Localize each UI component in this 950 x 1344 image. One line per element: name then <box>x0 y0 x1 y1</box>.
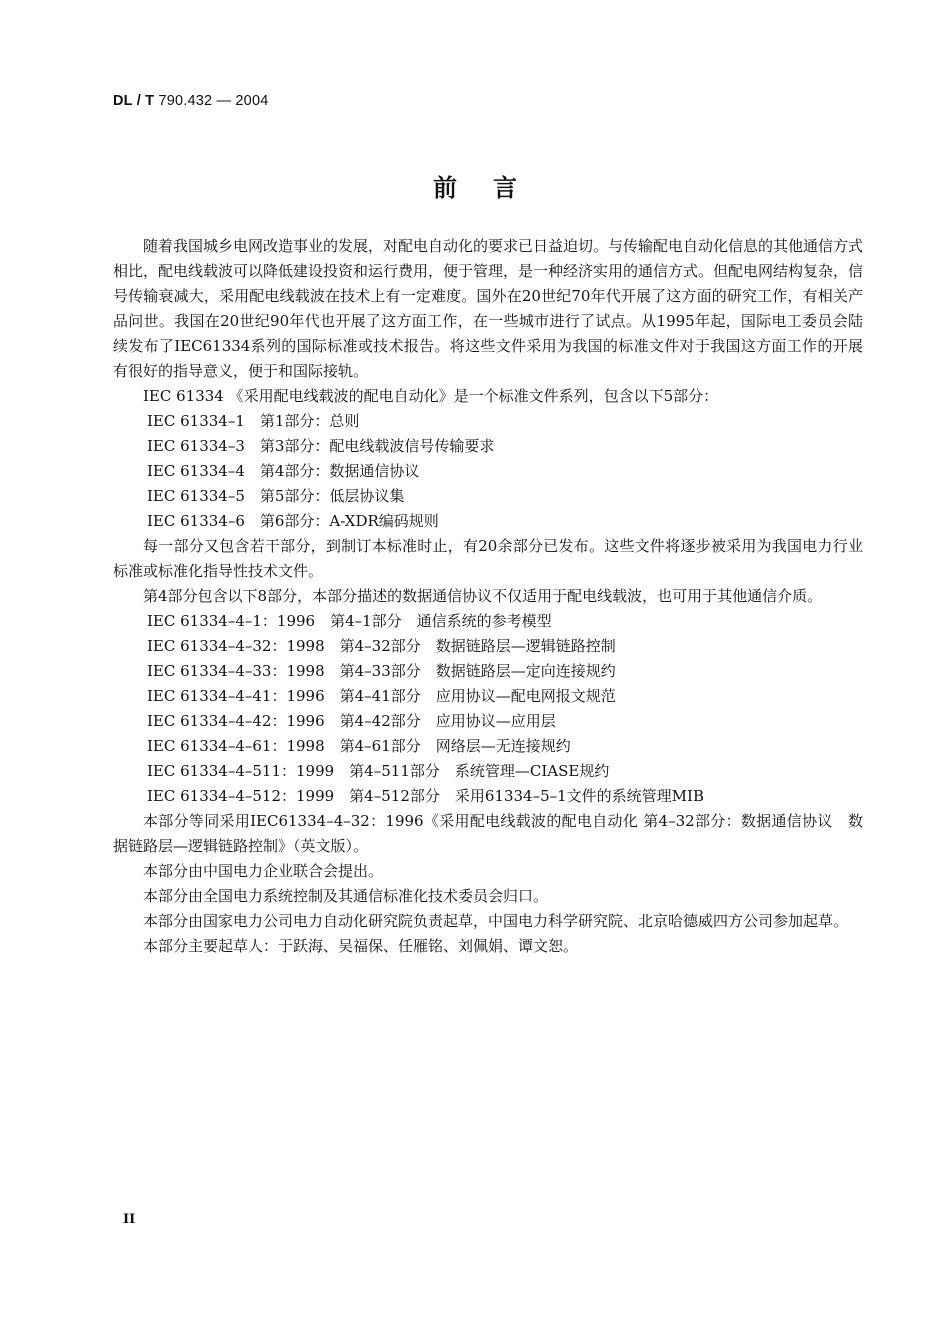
document-body <box>113 234 863 959</box>
series-part-item: IEC 61334–5 第5部分：低层协议集 <box>147 487 405 505</box>
series-part-item: IEC 61334–3 第3部分：配电线载波信号传输要求 <box>147 437 495 455</box>
adoption-paragraph: 本部分等同采用IEC61334–4–32：1996《采用配电线载波的配电自动化 第4–32部分：数据通信协议 数据链路层—逻辑链路控制》（英文版）。 <box>113 812 863 855</box>
drafting-org-paragraph: 本部分由国家电力公司电力自动化研究院负责起草，中国电力科学研究院、北京哈德威四方公司参加起草。 <box>143 912 849 930</box>
standard-code <box>113 93 268 109</box>
page-title: 前言 <box>433 174 553 202</box>
part4-item: IEC 61334–4–1：1996 第4–1部分 通信系统的参考模型 <box>147 612 552 630</box>
page-number: II <box>123 1212 136 1227</box>
part4-item: IEC 61334–4–41：1996 第4–41部分 应用协议—配电网报文规范 <box>147 687 616 705</box>
committee-paragraph: 本部分由全国电力系统控制及其通信标准化技术委员会归口。 <box>143 887 549 905</box>
part4-item: IEC 61334–4–33：1998 第4–33部分 数据链路层—定向连接规约 <box>147 662 616 680</box>
part4-item: IEC 61334–4–32：1998 第4–32部分 数据链路层—逻辑链路控制 <box>147 637 616 655</box>
standard-code-number: 790.432 — 2004 <box>154 93 269 109</box>
part4-item: IEC 61334–4–61：1998 第4–61部分 网络层—无连接规约 <box>147 737 571 755</box>
part4-item: IEC 61334–4–42：1996 第4–42部分 应用协议—应用层 <box>147 712 556 730</box>
series-part-item: IEC 61334–1 第1部分：总则 <box>147 412 360 430</box>
series-intro: IEC 61334 《采用配电线载波的配电自动化》是一个标准文件系列，包含以下5部分： <box>143 387 719 405</box>
drafters-paragraph: 本部分主要起草人：于跃海、吴福保、任雁铭、刘佩娟、谭文恕。 <box>143 937 579 955</box>
part4-item: IEC 61334–4–512：1999 第4–512部分 采用61334–5–1文件的系统管理MIB <box>147 787 704 805</box>
part4-intro: 第4部分包含以下8部分，本部分描述的数据通信协议不仅适用于配电线载波，也可用于其他通信介质。 <box>143 587 823 605</box>
each-part-paragraph: 每一部分又包含若干部分，到制订本标准时止，有20余部分已发布。这些文件将逐步被采用为我国电力行业标准或标准化指导性技术文件。 <box>113 537 863 580</box>
intro-paragraph: 随着我国城乡电网改造事业的发展，对配电自动化的要求已日益迫切。与传输配电自动化信息的其他通信方式相比，配电线载波可以降低建设投资和运行费用，便于管理，是一种经济实用的通信方式。但配电网结构复杂，信号传输衰减大，采用配电线载波在技术上有一定难度。国外在20世纪70年代开展了这方面的研究工作，有相关产品问世。我国在20世纪90年代也开展了这方面工作，在一些城市进行了试点。从1995年起，国际电工委员会陆续发布了IEC61334系列的国际标准或技术报告。将这些文件采用为我国的标准文件对于我国这方面工作的开展有很好的指导意义，便于和国际接轨。 <box>113 237 864 380</box>
proposer-paragraph: 本部分由中国电力企业联合会提出。 <box>143 862 384 880</box>
series-part-item: IEC 61334–6 第6部分：A-XDR编码规则 <box>147 512 439 530</box>
standard-code-prefix: DL / T <box>113 93 155 109</box>
part4-item: IEC 61334–4–511：1999 第4–511部分 系统管理—CIASE规约 <box>147 762 610 780</box>
series-part-item: IEC 61334–4 第4部分：数据通信协议 <box>147 462 420 480</box>
